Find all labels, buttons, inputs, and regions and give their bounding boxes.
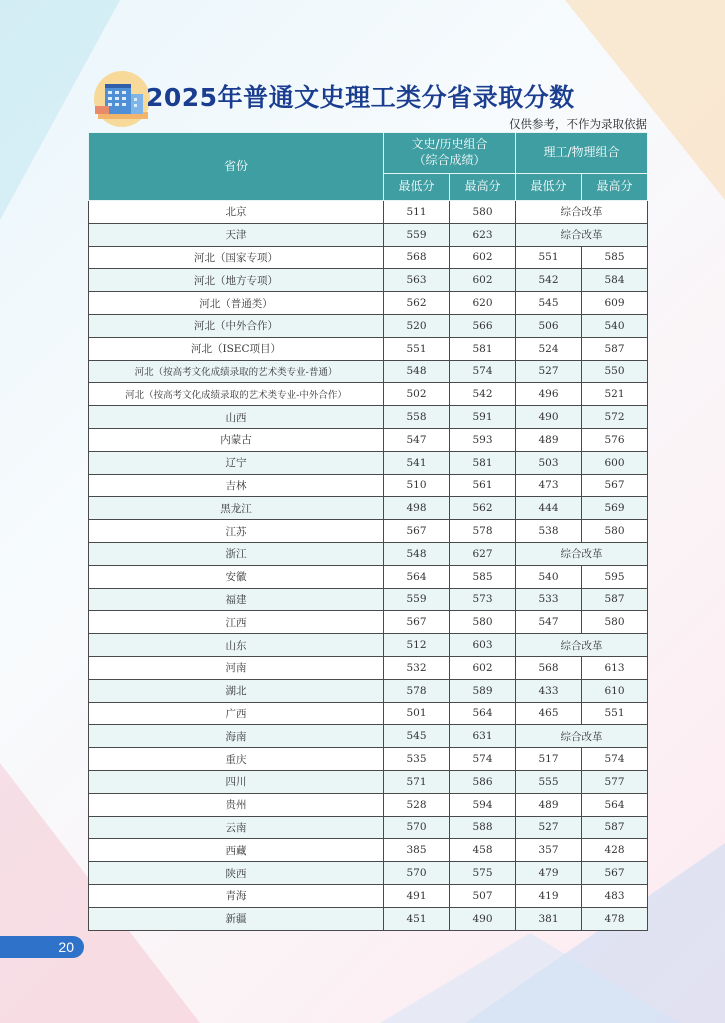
science-min-cell: 489 bbox=[516, 793, 582, 816]
table-row bbox=[89, 360, 648, 383]
liberal-min-cell: 548 bbox=[384, 542, 450, 565]
table-row bbox=[89, 292, 648, 315]
province-cell: 吉林 bbox=[89, 474, 384, 497]
science-min-cell: 538 bbox=[516, 520, 582, 543]
liberal-min-cell: 511 bbox=[384, 201, 450, 224]
science-min-cell: 527 bbox=[516, 816, 582, 839]
science-reform-cell: 综合改革 bbox=[516, 223, 648, 246]
liberal-max-cell: 631 bbox=[450, 725, 516, 748]
liberal-min-cell: 551 bbox=[384, 337, 450, 360]
table-row bbox=[89, 246, 648, 269]
science-max-cell: 585 bbox=[582, 246, 648, 269]
science-max-cell: 587 bbox=[582, 816, 648, 839]
science-max-cell: 577 bbox=[582, 770, 648, 793]
table-row bbox=[89, 611, 648, 634]
liberal-max-cell: 603 bbox=[450, 634, 516, 657]
table-row bbox=[89, 474, 648, 497]
science-min-cell: 503 bbox=[516, 451, 582, 474]
table-row bbox=[89, 793, 648, 816]
liberal-min-cell: 520 bbox=[384, 314, 450, 337]
science-min-cell: 506 bbox=[516, 314, 582, 337]
liberal-min-cell: 558 bbox=[384, 406, 450, 429]
liberal-max-cell: 578 bbox=[450, 520, 516, 543]
table-row bbox=[89, 542, 648, 565]
science-max-cell: 613 bbox=[582, 656, 648, 679]
liberal-max-cell: 490 bbox=[450, 907, 516, 930]
science-max-cell: 580 bbox=[582, 520, 648, 543]
science-max-cell: 587 bbox=[582, 337, 648, 360]
liberal-max-cell: 585 bbox=[450, 565, 516, 588]
liberal-min-cell: 559 bbox=[384, 588, 450, 611]
province-cell: 浙江 bbox=[89, 542, 384, 565]
liberal-max-cell: 581 bbox=[450, 451, 516, 474]
table-row bbox=[89, 428, 648, 451]
province-cell: 广西 bbox=[89, 702, 384, 725]
table-row bbox=[89, 565, 648, 588]
province-cell: 新疆 bbox=[89, 907, 384, 930]
province-cell: 湖北 bbox=[89, 679, 384, 702]
science-max-cell: 580 bbox=[582, 611, 648, 634]
province-cell: 河北（普通类） bbox=[89, 292, 384, 315]
liberal-min-cell: 512 bbox=[384, 634, 450, 657]
liberal-min-cell: 501 bbox=[384, 702, 450, 725]
science-max-cell: 609 bbox=[582, 292, 648, 315]
liberal-min-cell: 562 bbox=[384, 292, 450, 315]
science-max-cell: 567 bbox=[582, 862, 648, 885]
science-max-cell: 551 bbox=[582, 702, 648, 725]
science-min-cell: 527 bbox=[516, 360, 582, 383]
province-cell: 陕西 bbox=[89, 862, 384, 885]
table-row bbox=[89, 634, 648, 657]
science-min-cell: 357 bbox=[516, 839, 582, 862]
science-min-cell: 542 bbox=[516, 269, 582, 292]
table-row bbox=[89, 337, 648, 360]
table-row bbox=[89, 770, 648, 793]
liberal-min-cell: 528 bbox=[384, 793, 450, 816]
science-max-cell: 540 bbox=[582, 314, 648, 337]
liberal-max-cell: 580 bbox=[450, 201, 516, 224]
liberal-max-cell: 591 bbox=[450, 406, 516, 429]
header-science-max: 最高分 bbox=[582, 174, 648, 201]
page-number: 20 bbox=[0, 936, 84, 958]
science-max-cell: 584 bbox=[582, 269, 648, 292]
province-cell: 辽宁 bbox=[89, 451, 384, 474]
province-cell: 河北（地方专项） bbox=[89, 269, 384, 292]
table-row bbox=[89, 725, 648, 748]
liberal-min-cell: 547 bbox=[384, 428, 450, 451]
science-reform-cell: 综合改革 bbox=[516, 725, 648, 748]
province-cell: 四川 bbox=[89, 770, 384, 793]
science-min-cell: 547 bbox=[516, 611, 582, 634]
liberal-min-cell: 385 bbox=[384, 839, 450, 862]
header-liberal-line1: 文史/历史组合 bbox=[411, 137, 488, 152]
table-row bbox=[89, 884, 648, 907]
table-body bbox=[89, 201, 648, 931]
province-cell: 贵州 bbox=[89, 793, 384, 816]
province-cell: 天津 bbox=[89, 223, 384, 246]
header-liberal-max: 最高分 bbox=[450, 174, 516, 201]
province-cell: 安徽 bbox=[89, 565, 384, 588]
province-cell: 山东 bbox=[89, 634, 384, 657]
liberal-max-cell: 562 bbox=[450, 497, 516, 520]
liberal-min-cell: 545 bbox=[384, 725, 450, 748]
table-row bbox=[89, 223, 648, 246]
province-cell: 河北（按高考文化成绩录取的艺术类专业-普通） bbox=[89, 360, 384, 383]
liberal-min-cell: 498 bbox=[384, 497, 450, 520]
liberal-max-cell: 594 bbox=[450, 793, 516, 816]
science-max-cell: 595 bbox=[582, 565, 648, 588]
table-row bbox=[89, 748, 648, 771]
science-max-cell: 600 bbox=[582, 451, 648, 474]
liberal-min-cell: 451 bbox=[384, 907, 450, 930]
province-cell: 江西 bbox=[89, 611, 384, 634]
science-max-cell: 610 bbox=[582, 679, 648, 702]
liberal-max-cell: 620 bbox=[450, 292, 516, 315]
table-row bbox=[89, 907, 648, 930]
header-liberal-group bbox=[384, 133, 516, 174]
table-row bbox=[89, 451, 648, 474]
province-cell: 内蒙古 bbox=[89, 428, 384, 451]
liberal-min-cell: 502 bbox=[384, 383, 450, 406]
background-shape bbox=[380, 933, 680, 1023]
province-cell: 河南 bbox=[89, 656, 384, 679]
liberal-min-cell: 491 bbox=[384, 884, 450, 907]
province-cell: 河北（ISEC项目） bbox=[89, 337, 384, 360]
liberal-max-cell: 561 bbox=[450, 474, 516, 497]
province-cell: 河北（按高考文化成绩录取的艺术类专业-中外合作） bbox=[89, 383, 384, 406]
science-max-cell: 574 bbox=[582, 748, 648, 771]
table-row bbox=[89, 383, 648, 406]
liberal-min-cell: 567 bbox=[384, 611, 450, 634]
liberal-max-cell: 580 bbox=[450, 611, 516, 634]
science-min-cell: 533 bbox=[516, 588, 582, 611]
science-min-cell: 479 bbox=[516, 862, 582, 885]
science-min-cell: 433 bbox=[516, 679, 582, 702]
science-max-cell: 478 bbox=[582, 907, 648, 930]
science-max-cell: 567 bbox=[582, 474, 648, 497]
province-cell: 重庆 bbox=[89, 748, 384, 771]
science-min-cell: 490 bbox=[516, 406, 582, 429]
science-min-cell: 473 bbox=[516, 474, 582, 497]
science-max-cell: 550 bbox=[582, 360, 648, 383]
liberal-min-cell: 510 bbox=[384, 474, 450, 497]
liberal-min-cell: 571 bbox=[384, 770, 450, 793]
liberal-max-cell: 507 bbox=[450, 884, 516, 907]
table-row bbox=[89, 406, 648, 429]
liberal-max-cell: 574 bbox=[450, 748, 516, 771]
science-max-cell: 428 bbox=[582, 839, 648, 862]
science-reform-cell: 综合改革 bbox=[516, 201, 648, 224]
science-min-cell: 545 bbox=[516, 292, 582, 315]
science-reform-cell: 综合改革 bbox=[516, 542, 648, 565]
science-min-cell: 524 bbox=[516, 337, 582, 360]
science-max-cell: 576 bbox=[582, 428, 648, 451]
page-title: 2025年普通文史理工类分省录取分数 bbox=[146, 83, 575, 112]
science-min-cell: 517 bbox=[516, 748, 582, 771]
science-max-cell: 521 bbox=[582, 383, 648, 406]
table-row bbox=[89, 201, 648, 224]
science-max-cell: 483 bbox=[582, 884, 648, 907]
table-row bbox=[89, 520, 648, 543]
province-cell: 海南 bbox=[89, 725, 384, 748]
province-cell: 北京 bbox=[89, 201, 384, 224]
science-reform-cell: 综合改革 bbox=[516, 634, 648, 657]
liberal-max-cell: 588 bbox=[450, 816, 516, 839]
table-row bbox=[89, 679, 648, 702]
disclaimer-note: 仅供参考，不作为录取依据 bbox=[509, 117, 647, 131]
province-cell: 黑龙江 bbox=[89, 497, 384, 520]
campus-building-icon bbox=[92, 68, 154, 130]
table-row bbox=[89, 588, 648, 611]
liberal-max-cell: 586 bbox=[450, 770, 516, 793]
science-max-cell: 569 bbox=[582, 497, 648, 520]
science-max-cell: 572 bbox=[582, 406, 648, 429]
liberal-min-cell: 568 bbox=[384, 246, 450, 269]
science-min-cell: 568 bbox=[516, 656, 582, 679]
liberal-max-cell: 564 bbox=[450, 702, 516, 725]
liberal-min-cell: 578 bbox=[384, 679, 450, 702]
liberal-max-cell: 589 bbox=[450, 679, 516, 702]
table-row bbox=[89, 656, 648, 679]
liberal-min-cell: 548 bbox=[384, 360, 450, 383]
science-min-cell: 555 bbox=[516, 770, 582, 793]
science-min-cell: 444 bbox=[516, 497, 582, 520]
liberal-min-cell: 567 bbox=[384, 520, 450, 543]
science-min-cell: 551 bbox=[516, 246, 582, 269]
liberal-max-cell: 602 bbox=[450, 246, 516, 269]
liberal-max-cell: 574 bbox=[450, 360, 516, 383]
liberal-min-cell: 564 bbox=[384, 565, 450, 588]
province-cell: 河北（中外合作） bbox=[89, 314, 384, 337]
admission-scores-table bbox=[88, 132, 648, 931]
liberal-min-cell: 563 bbox=[384, 269, 450, 292]
table-row bbox=[89, 497, 648, 520]
header-liberal-min: 最低分 bbox=[384, 174, 450, 201]
header-science-min: 最低分 bbox=[516, 174, 582, 201]
liberal-max-cell: 602 bbox=[450, 656, 516, 679]
liberal-max-cell: 623 bbox=[450, 223, 516, 246]
province-cell: 河北（国家专项） bbox=[89, 246, 384, 269]
liberal-max-cell: 575 bbox=[450, 862, 516, 885]
liberal-min-cell: 532 bbox=[384, 656, 450, 679]
province-cell: 云南 bbox=[89, 816, 384, 839]
liberal-min-cell: 535 bbox=[384, 748, 450, 771]
province-cell: 西藏 bbox=[89, 839, 384, 862]
liberal-max-cell: 627 bbox=[450, 542, 516, 565]
science-min-cell: 489 bbox=[516, 428, 582, 451]
liberal-min-cell: 570 bbox=[384, 862, 450, 885]
table-row bbox=[89, 816, 648, 839]
liberal-min-cell: 559 bbox=[384, 223, 450, 246]
province-cell: 福建 bbox=[89, 588, 384, 611]
science-min-cell: 465 bbox=[516, 702, 582, 725]
liberal-min-cell: 541 bbox=[384, 451, 450, 474]
province-cell: 山西 bbox=[89, 406, 384, 429]
science-max-cell: 587 bbox=[582, 588, 648, 611]
province-cell: 青海 bbox=[89, 884, 384, 907]
liberal-min-cell: 570 bbox=[384, 816, 450, 839]
science-min-cell: 381 bbox=[516, 907, 582, 930]
header-liberal-line2: （综合成绩） bbox=[413, 153, 486, 167]
table-row bbox=[89, 702, 648, 725]
science-min-cell: 419 bbox=[516, 884, 582, 907]
liberal-max-cell: 593 bbox=[450, 428, 516, 451]
liberal-max-cell: 458 bbox=[450, 839, 516, 862]
header-science-group: 理工/物理组合 bbox=[516, 133, 648, 174]
table-row bbox=[89, 269, 648, 292]
science-min-cell: 496 bbox=[516, 383, 582, 406]
liberal-max-cell: 542 bbox=[450, 383, 516, 406]
liberal-max-cell: 602 bbox=[450, 269, 516, 292]
province-cell: 江苏 bbox=[89, 520, 384, 543]
table-row bbox=[89, 314, 648, 337]
science-max-cell: 564 bbox=[582, 793, 648, 816]
liberal-max-cell: 566 bbox=[450, 314, 516, 337]
table-row bbox=[89, 862, 648, 885]
science-min-cell: 540 bbox=[516, 565, 582, 588]
liberal-max-cell: 573 bbox=[450, 588, 516, 611]
table-row bbox=[89, 839, 648, 862]
liberal-max-cell: 581 bbox=[450, 337, 516, 360]
header-province: 省份 bbox=[89, 133, 384, 201]
